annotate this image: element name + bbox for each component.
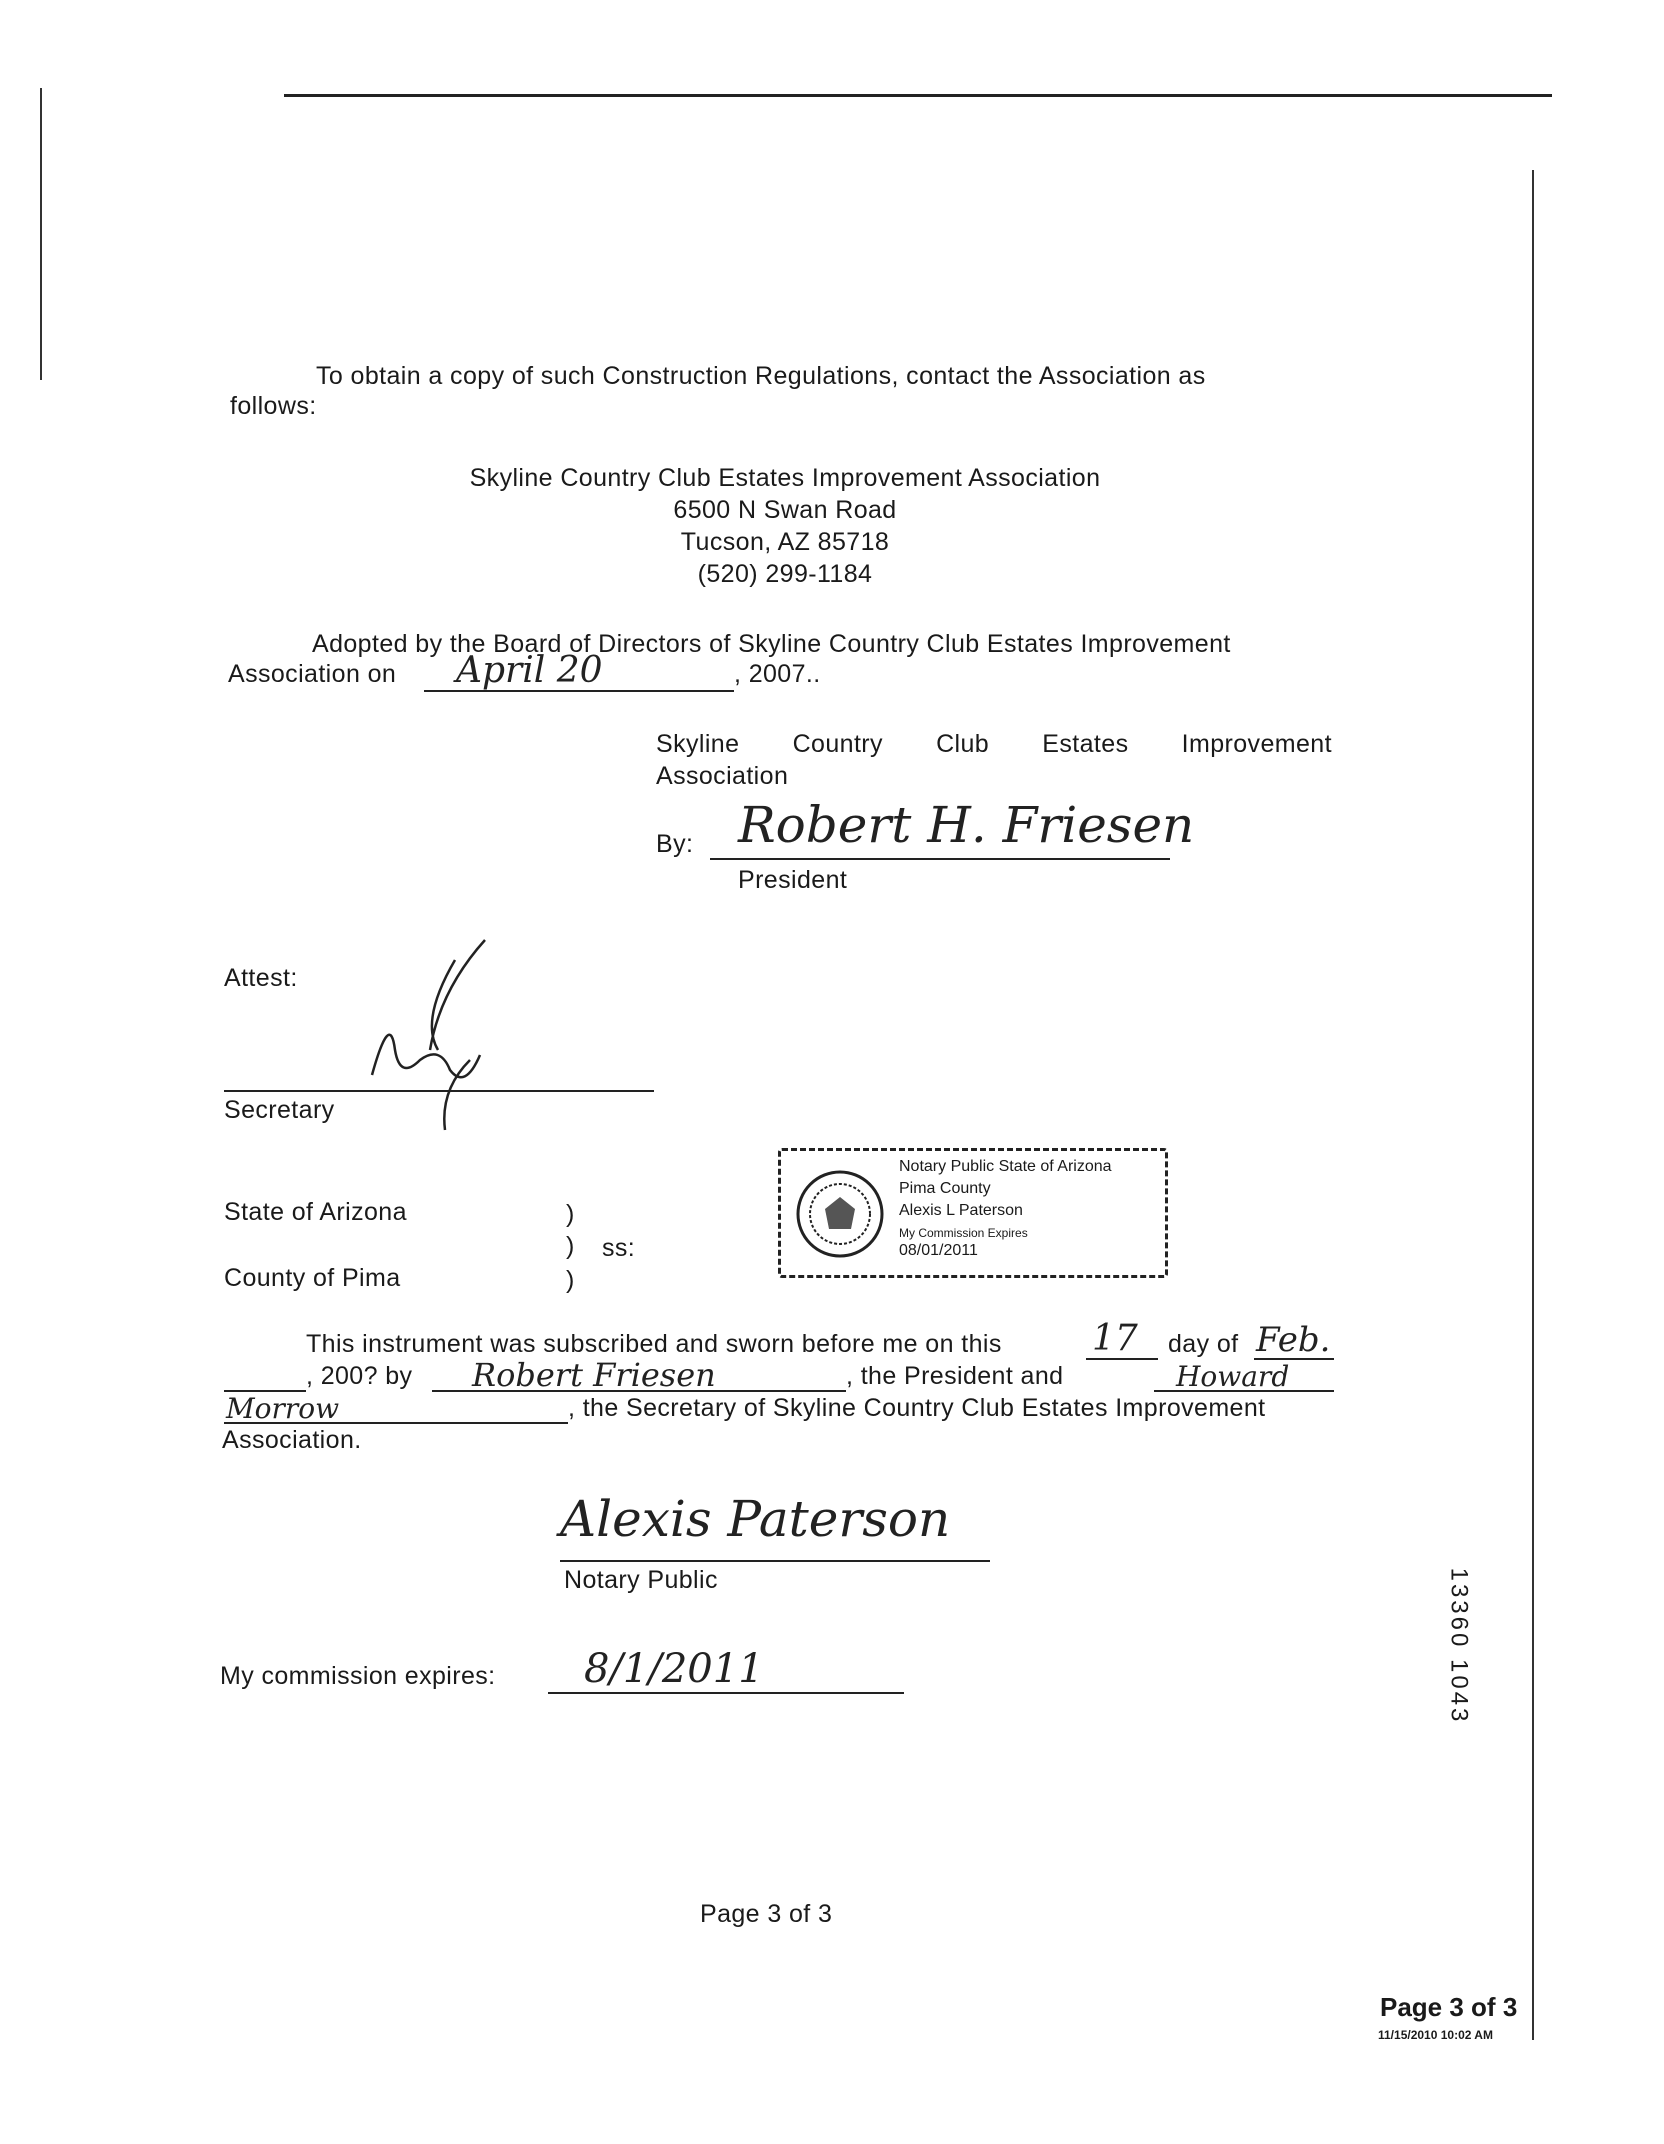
recording-number: 13360 1043 xyxy=(1445,1567,1473,1725)
jurat-president-name: Robert Friesen xyxy=(472,1356,716,1394)
signature-org-line-2: Association xyxy=(656,762,789,790)
signature-org-line-1 xyxy=(656,730,1332,759)
adoption-line-1: Adopted by the Board of Directors of Skyline Country Club Estates Improvement xyxy=(312,630,1231,658)
president-title: President xyxy=(738,866,848,894)
secretary-label: Secretary xyxy=(224,1096,335,1124)
address-city: Tucson, AZ 85718 xyxy=(680,528,890,556)
intro-line-1: To obtain a copy of such Construction Regulations, contact the Association as xyxy=(316,362,1206,390)
attest-label: Attest: xyxy=(224,964,298,992)
jurat-part-1: This instrument was subscribed and sworn before me on this xyxy=(306,1330,1002,1358)
notary-stamp xyxy=(778,1148,1168,1278)
notary-seal-icon xyxy=(795,1169,885,1259)
by-label: By: xyxy=(656,830,694,858)
venue-paren-3: ) xyxy=(566,1266,575,1294)
page-number-right: Page 3 of 3 xyxy=(1380,1992,1518,2022)
venue-paren-1: ) xyxy=(566,1200,575,1228)
president-signature: Robert H. Friesen xyxy=(738,796,1195,854)
intro-line-2: follows: xyxy=(230,392,317,420)
print-timestamp: 11/15/2010 10:02 AM xyxy=(1378,2028,1493,2042)
org-word: Country xyxy=(792,730,883,758)
commission-label: My commission expires: xyxy=(220,1662,496,1690)
right-border xyxy=(1532,170,1534,2040)
stamp-line-2: Pima County xyxy=(899,1180,991,1197)
org-word: Improvement xyxy=(1181,730,1332,758)
jurat-part-3: , the President and xyxy=(846,1362,1064,1390)
address-phone: (520) 299-1184 xyxy=(697,560,873,588)
stamp-line-1: Notary Public State of Arizona xyxy=(899,1158,1112,1175)
stamp-line-4: My Commission Expires xyxy=(899,1226,1028,1240)
commission-date-line xyxy=(548,1692,904,1694)
venue-county: County of Pima xyxy=(224,1264,401,1292)
stamp-line-5: 08/01/2011 xyxy=(899,1242,978,1259)
jurat-part-2: day of xyxy=(1168,1330,1239,1358)
org-word: Skyline xyxy=(656,730,740,758)
jurat-secretary-last: Morrow xyxy=(226,1392,340,1425)
notary-label: Notary Public xyxy=(564,1566,718,1594)
page-number-center: Page 3 of 3 xyxy=(700,1900,833,1928)
adoption-prefix: Association on xyxy=(228,660,397,688)
jurat-secretary-first: Howard xyxy=(1176,1360,1290,1393)
top-rule xyxy=(284,94,1552,97)
adoption-year: , 2007.. xyxy=(734,660,821,688)
president-signature-line xyxy=(710,858,1170,860)
commission-date: 8/1/2011 xyxy=(584,1646,764,1692)
venue-ss: ss: xyxy=(602,1234,636,1262)
jurat-part-5: Association. xyxy=(222,1426,362,1454)
secretary-signature-scribble xyxy=(360,930,500,1130)
venue-paren-2: ) xyxy=(566,1232,575,1260)
org-word: Club xyxy=(936,730,990,758)
jurat-month: Feb. xyxy=(1256,1320,1331,1360)
jurat-year: , 200? by xyxy=(306,1362,413,1390)
left-border xyxy=(40,88,42,380)
org-word: Estates xyxy=(1042,730,1129,758)
address-street: 6500 N Swan Road xyxy=(673,496,897,524)
adoption-date-handwritten: April 20 xyxy=(456,650,603,691)
stamp-line-3: Alexis L Paterson xyxy=(899,1202,1023,1219)
notary-signature: Alexis Paterson xyxy=(560,1490,951,1548)
jurat-part-4: , the Secretary of Skyline Country Club Estates Improvement xyxy=(568,1394,1266,1422)
jurat-day: 17 xyxy=(1092,1318,1138,1359)
venue-state: State of Arizona xyxy=(224,1198,407,1226)
address-name: Skyline Country Club Estates Improvement Association xyxy=(469,464,1101,492)
notary-signature-line xyxy=(560,1560,990,1562)
